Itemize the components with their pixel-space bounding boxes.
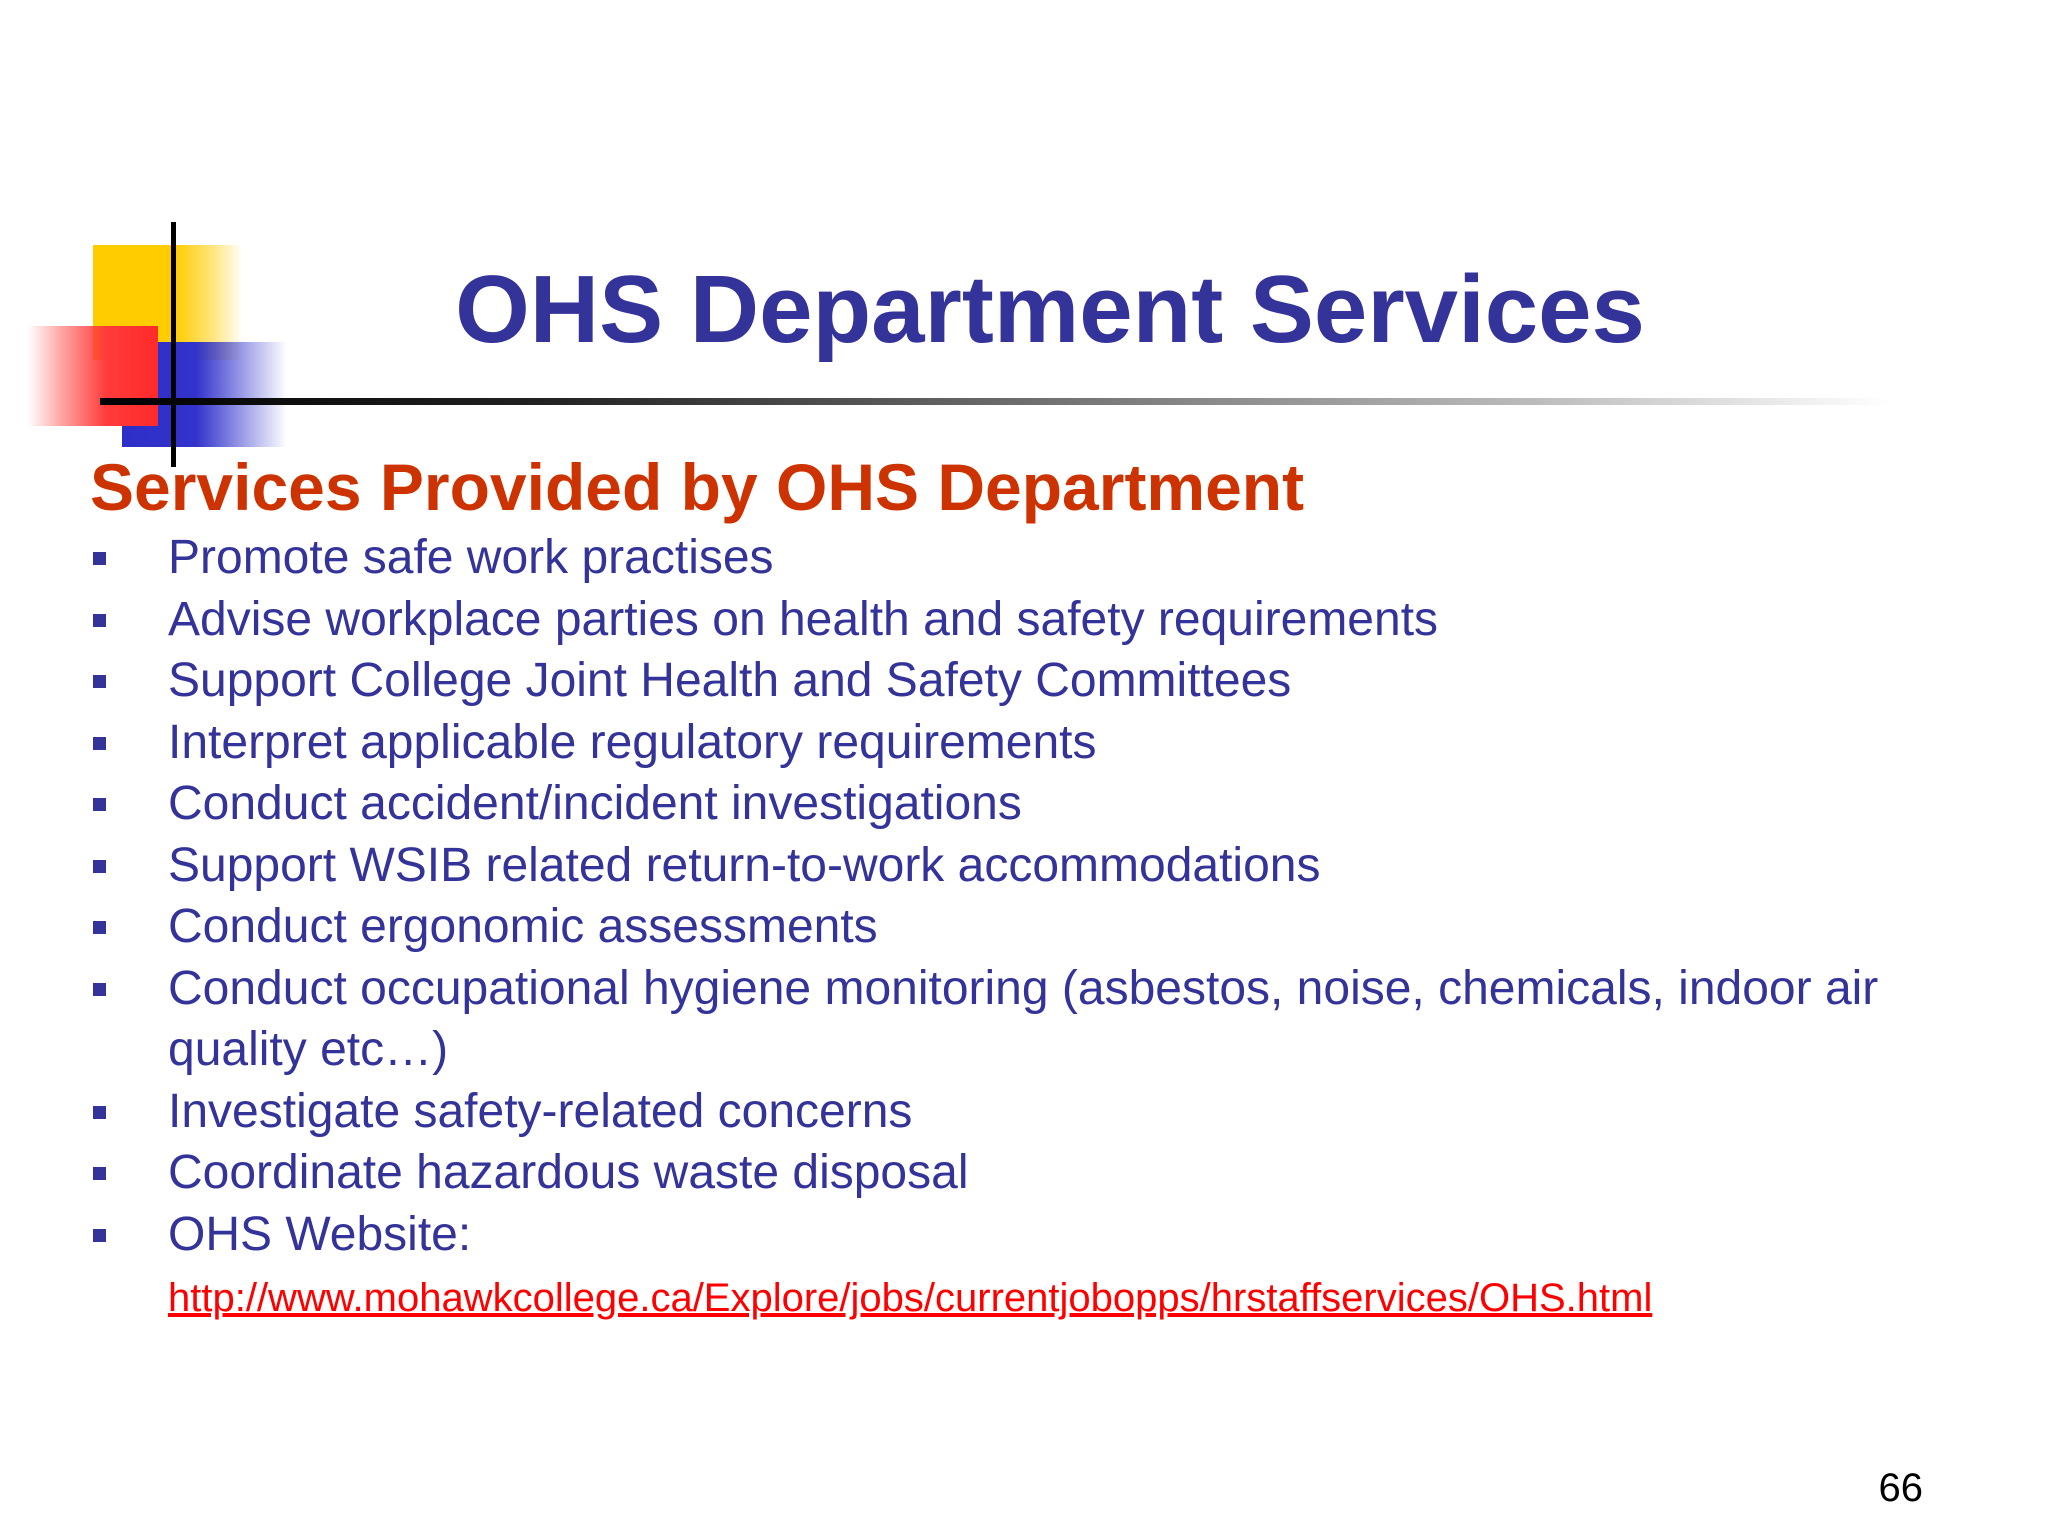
services-list <box>90 527 1970 1330</box>
square-bullet-icon <box>93 614 106 627</box>
square-bullet-icon <box>93 552 106 565</box>
list-item-text: Promote safe work practises <box>168 531 774 584</box>
square-bullet-icon <box>93 737 106 750</box>
list-item-text: Support College Joint Health and Safety Committees <box>168 654 1292 707</box>
square-bullet-icon <box>93 1106 106 1119</box>
list-item-text: Advise workplace parties on health and safety requirements <box>168 592 1439 646</box>
list-item <box>90 773 1970 835</box>
list-item <box>90 1204 1970 1330</box>
list-item-text: Coordinate hazardous waste disposal <box>168 1146 969 1199</box>
list-item-text: Investigate safety-related concerns <box>168 1084 913 1138</box>
list-item <box>90 1081 1970 1143</box>
list-item <box>90 958 1970 1081</box>
list-item <box>90 589 1970 651</box>
list-item <box>90 712 1970 774</box>
square-bullet-icon <box>93 1229 106 1242</box>
red-square-decoration <box>28 326 158 426</box>
list-item-text: OHS Website: <box>168 1207 472 1261</box>
square-bullet-icon <box>93 921 106 934</box>
section-subtitle: Services Provided by OHS Department <box>90 450 1305 524</box>
square-bullet-icon <box>93 1167 106 1180</box>
list-item <box>90 1142 1970 1204</box>
list-item-text: Conduct ergonomic assessments <box>168 900 878 953</box>
page-number: 66 <box>1878 1466 1923 1510</box>
square-bullet-icon <box>93 798 106 811</box>
list-item <box>90 527 1970 589</box>
list-item-text: Conduct occupational hygiene monitoring (asbestos, noise, chemicals, indoor air quality etc…) <box>168 961 1879 1076</box>
list-item <box>90 835 1970 897</box>
list-item <box>90 896 1970 958</box>
ohs-website-link[interactable]: http://www.mohawkcollege.ca/Explore/jobs/currentjobopps/hrstaffservices/OHS.html <box>168 1276 1653 1320</box>
list-item-text: Conduct accident/incident investigations <box>168 777 1022 830</box>
slide-title: OHS Department Services <box>455 256 1645 363</box>
square-bullet-icon <box>93 675 106 688</box>
square-bullet-icon <box>93 983 106 996</box>
list-item <box>90 650 1970 712</box>
list-item-text: Interpret applicable regulatory requirements <box>168 715 1097 769</box>
vertical-line-decoration <box>171 222 176 467</box>
square-bullet-icon <box>93 860 106 873</box>
list-item-text: Support WSIB related return-to-work accommodations <box>168 838 1321 892</box>
title-underline <box>100 398 1890 405</box>
